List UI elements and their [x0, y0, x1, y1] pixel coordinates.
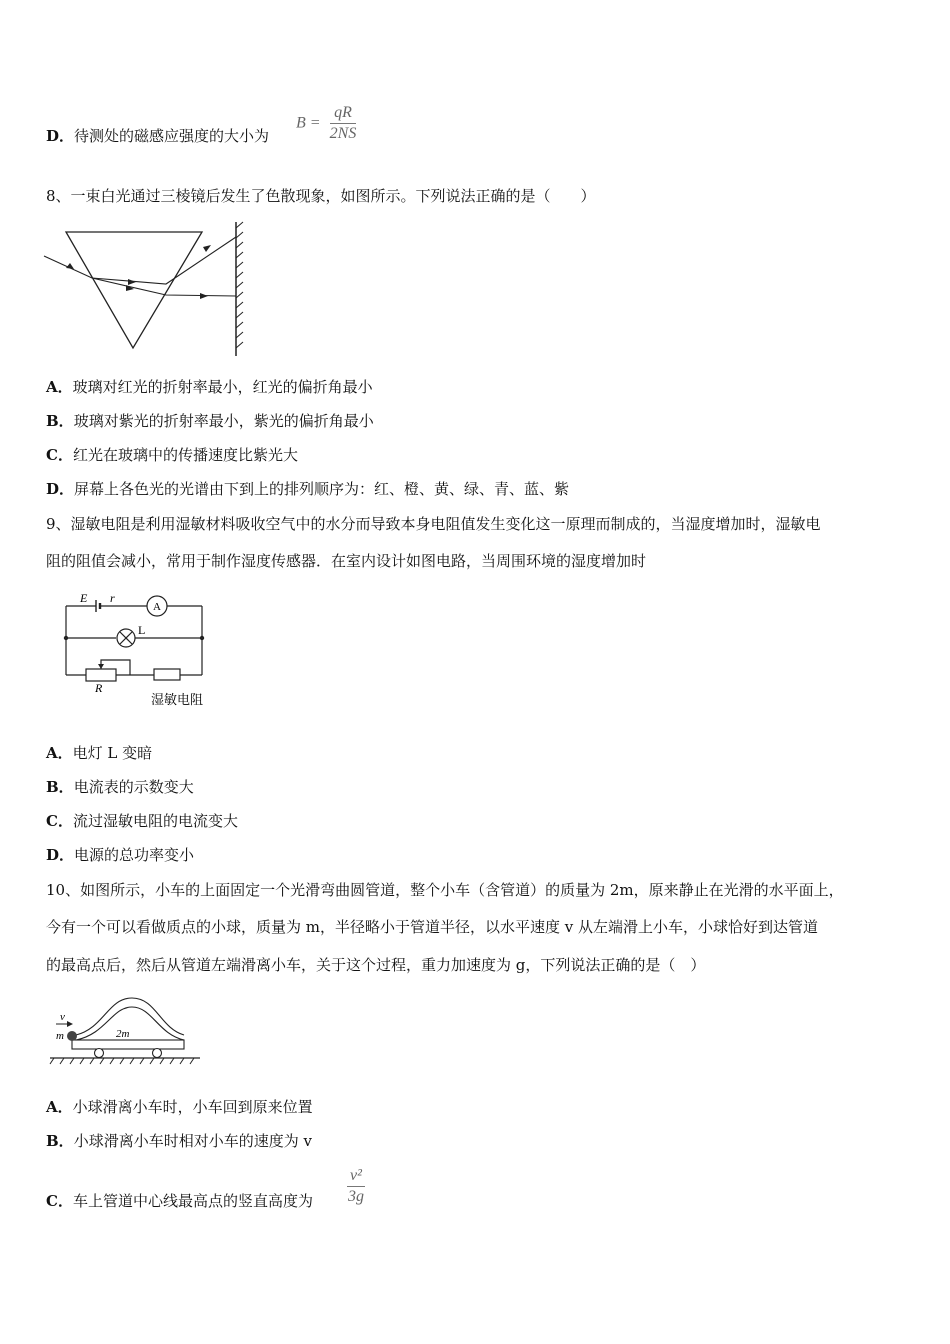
option-text: 流过湿敏电阻的电流变大: [72, 812, 238, 830]
option-label: D．: [46, 846, 75, 864]
q10-option-c: [46, 1191, 313, 1211]
pipe-inner: [76, 1007, 184, 1040]
option-text: 玻璃对紫光的折射率最小，紫光的偏折角最小: [73, 412, 374, 430]
q9-stem-line2: 阻的阻值会减小，常用于制作湿度传感器．在室内设计如图电路，当周围环境的湿度增加时: [46, 552, 647, 570]
q7-option-d: [46, 126, 269, 146]
q10-option-b: [46, 1131, 312, 1151]
formula-denominator: 2NS: [329, 125, 357, 142]
option-text: 玻璃对红光的折射率最小，红光的偏折角最小: [72, 378, 373, 396]
pipe-outer: [76, 998, 184, 1035]
option-label: A．: [46, 378, 73, 396]
label-L: L: [138, 623, 146, 637]
q9-option-d: [46, 845, 194, 865]
q8-option-a: [46, 377, 373, 397]
q9-option-c: [46, 811, 238, 831]
cart-body: [72, 1040, 184, 1049]
option-label: C．: [46, 1192, 73, 1210]
formula-numerator: v²: [347, 1166, 365, 1187]
option-label: C．: [46, 446, 73, 464]
label-E: E: [80, 591, 88, 605]
option-label: B．: [46, 1132, 74, 1150]
label-r: r: [110, 591, 115, 605]
label-sensor: 湿敏电阻: [151, 692, 204, 707]
option-text: 电源的总功率变小: [74, 846, 195, 864]
wheel: [95, 1049, 104, 1058]
option-label: B．: [46, 778, 74, 796]
q8-option-d: [46, 479, 569, 499]
option-label: A．: [46, 744, 73, 762]
formula-fraction: [330, 103, 357, 144]
formula-fraction: [347, 1166, 365, 1207]
wheel: [153, 1049, 162, 1058]
q7-formula: [296, 103, 356, 144]
option-label: B．: [46, 412, 74, 430]
option-label: D．: [46, 127, 75, 145]
q9-option-a: [46, 743, 152, 763]
q8-option-b: [46, 411, 374, 431]
label-2m: 2m: [116, 1028, 130, 1040]
q8-option-c: [46, 445, 298, 465]
ground-hatching: [50, 1058, 194, 1064]
option-label: D．: [46, 480, 75, 498]
label-R: R: [95, 681, 103, 695]
option-text: 车上管道中心线最高点的竖直高度为: [72, 1192, 313, 1210]
option-label: C．: [46, 812, 73, 830]
label-v: v: [60, 1011, 65, 1023]
q8-stem: 8、一束白光通过三棱镜后发生了色散现象，如图所示。下列说法正确的是（ ）: [46, 187, 596, 205]
q10-formula: [343, 1166, 365, 1207]
option-text: 红光在玻璃中的传播速度比紫光大: [72, 446, 298, 464]
option-label: A．: [46, 1098, 73, 1116]
screen-hatching: [236, 222, 243, 348]
q9-option-b: [46, 777, 194, 797]
option-text: 电流表的示数变大: [73, 778, 194, 796]
option-text: 小球滑离小车时，小车回到原来位置: [72, 1098, 313, 1116]
q10-option-a: [46, 1097, 313, 1117]
option-text: 电灯 L 变暗: [72, 744, 153, 762]
circuit-figure: [50, 588, 230, 713]
cart-figure: [46, 988, 206, 1066]
q10-stem-line2: 今有一个可以看做质点的小球，质量为 m，半径略小于管道半径，以水平速度 v 从左端滑上小车，小球恰好到达管道: [46, 918, 819, 936]
q9-stem-line1: 9、湿敏电阻是利用湿敏材料吸收空气中的水分而导致本身电阻值发生变化这一原理而制成的，当湿度增加时，湿敏电: [46, 515, 821, 533]
ball: [67, 1031, 77, 1041]
prism-figure: [40, 218, 255, 360]
q10-stem-line3: 的最高点后，然后从管道左端滑离小车，关于这个过程，重力加速度为 g，下列说法正确的是（ ）: [46, 956, 706, 974]
prism: [66, 232, 202, 348]
formula-denominator: 3g: [347, 1188, 364, 1205]
label-A: A: [153, 601, 161, 613]
option-text: 待测处的磁感应强度的大小为: [74, 127, 270, 145]
formula-numerator: qR: [330, 103, 357, 124]
light-rays: [44, 237, 236, 296]
option-text: 小球滑离小车时相对小车的速度为 v: [73, 1132, 312, 1150]
q10-stem-line1: 10、如图所示，小车的上面固定一个光滑弯曲圆管道，整个小车（含管道）的质量为 2m，原来静止在光滑的水平面上，: [46, 881, 844, 899]
option-text: 屏幕上各色光的光谱由下到上的排列顺序为：红、橙、黄、绿、青、蓝、紫: [74, 480, 570, 498]
label-m: m: [56, 1030, 64, 1042]
formula-lhs: B =: [296, 114, 321, 132]
